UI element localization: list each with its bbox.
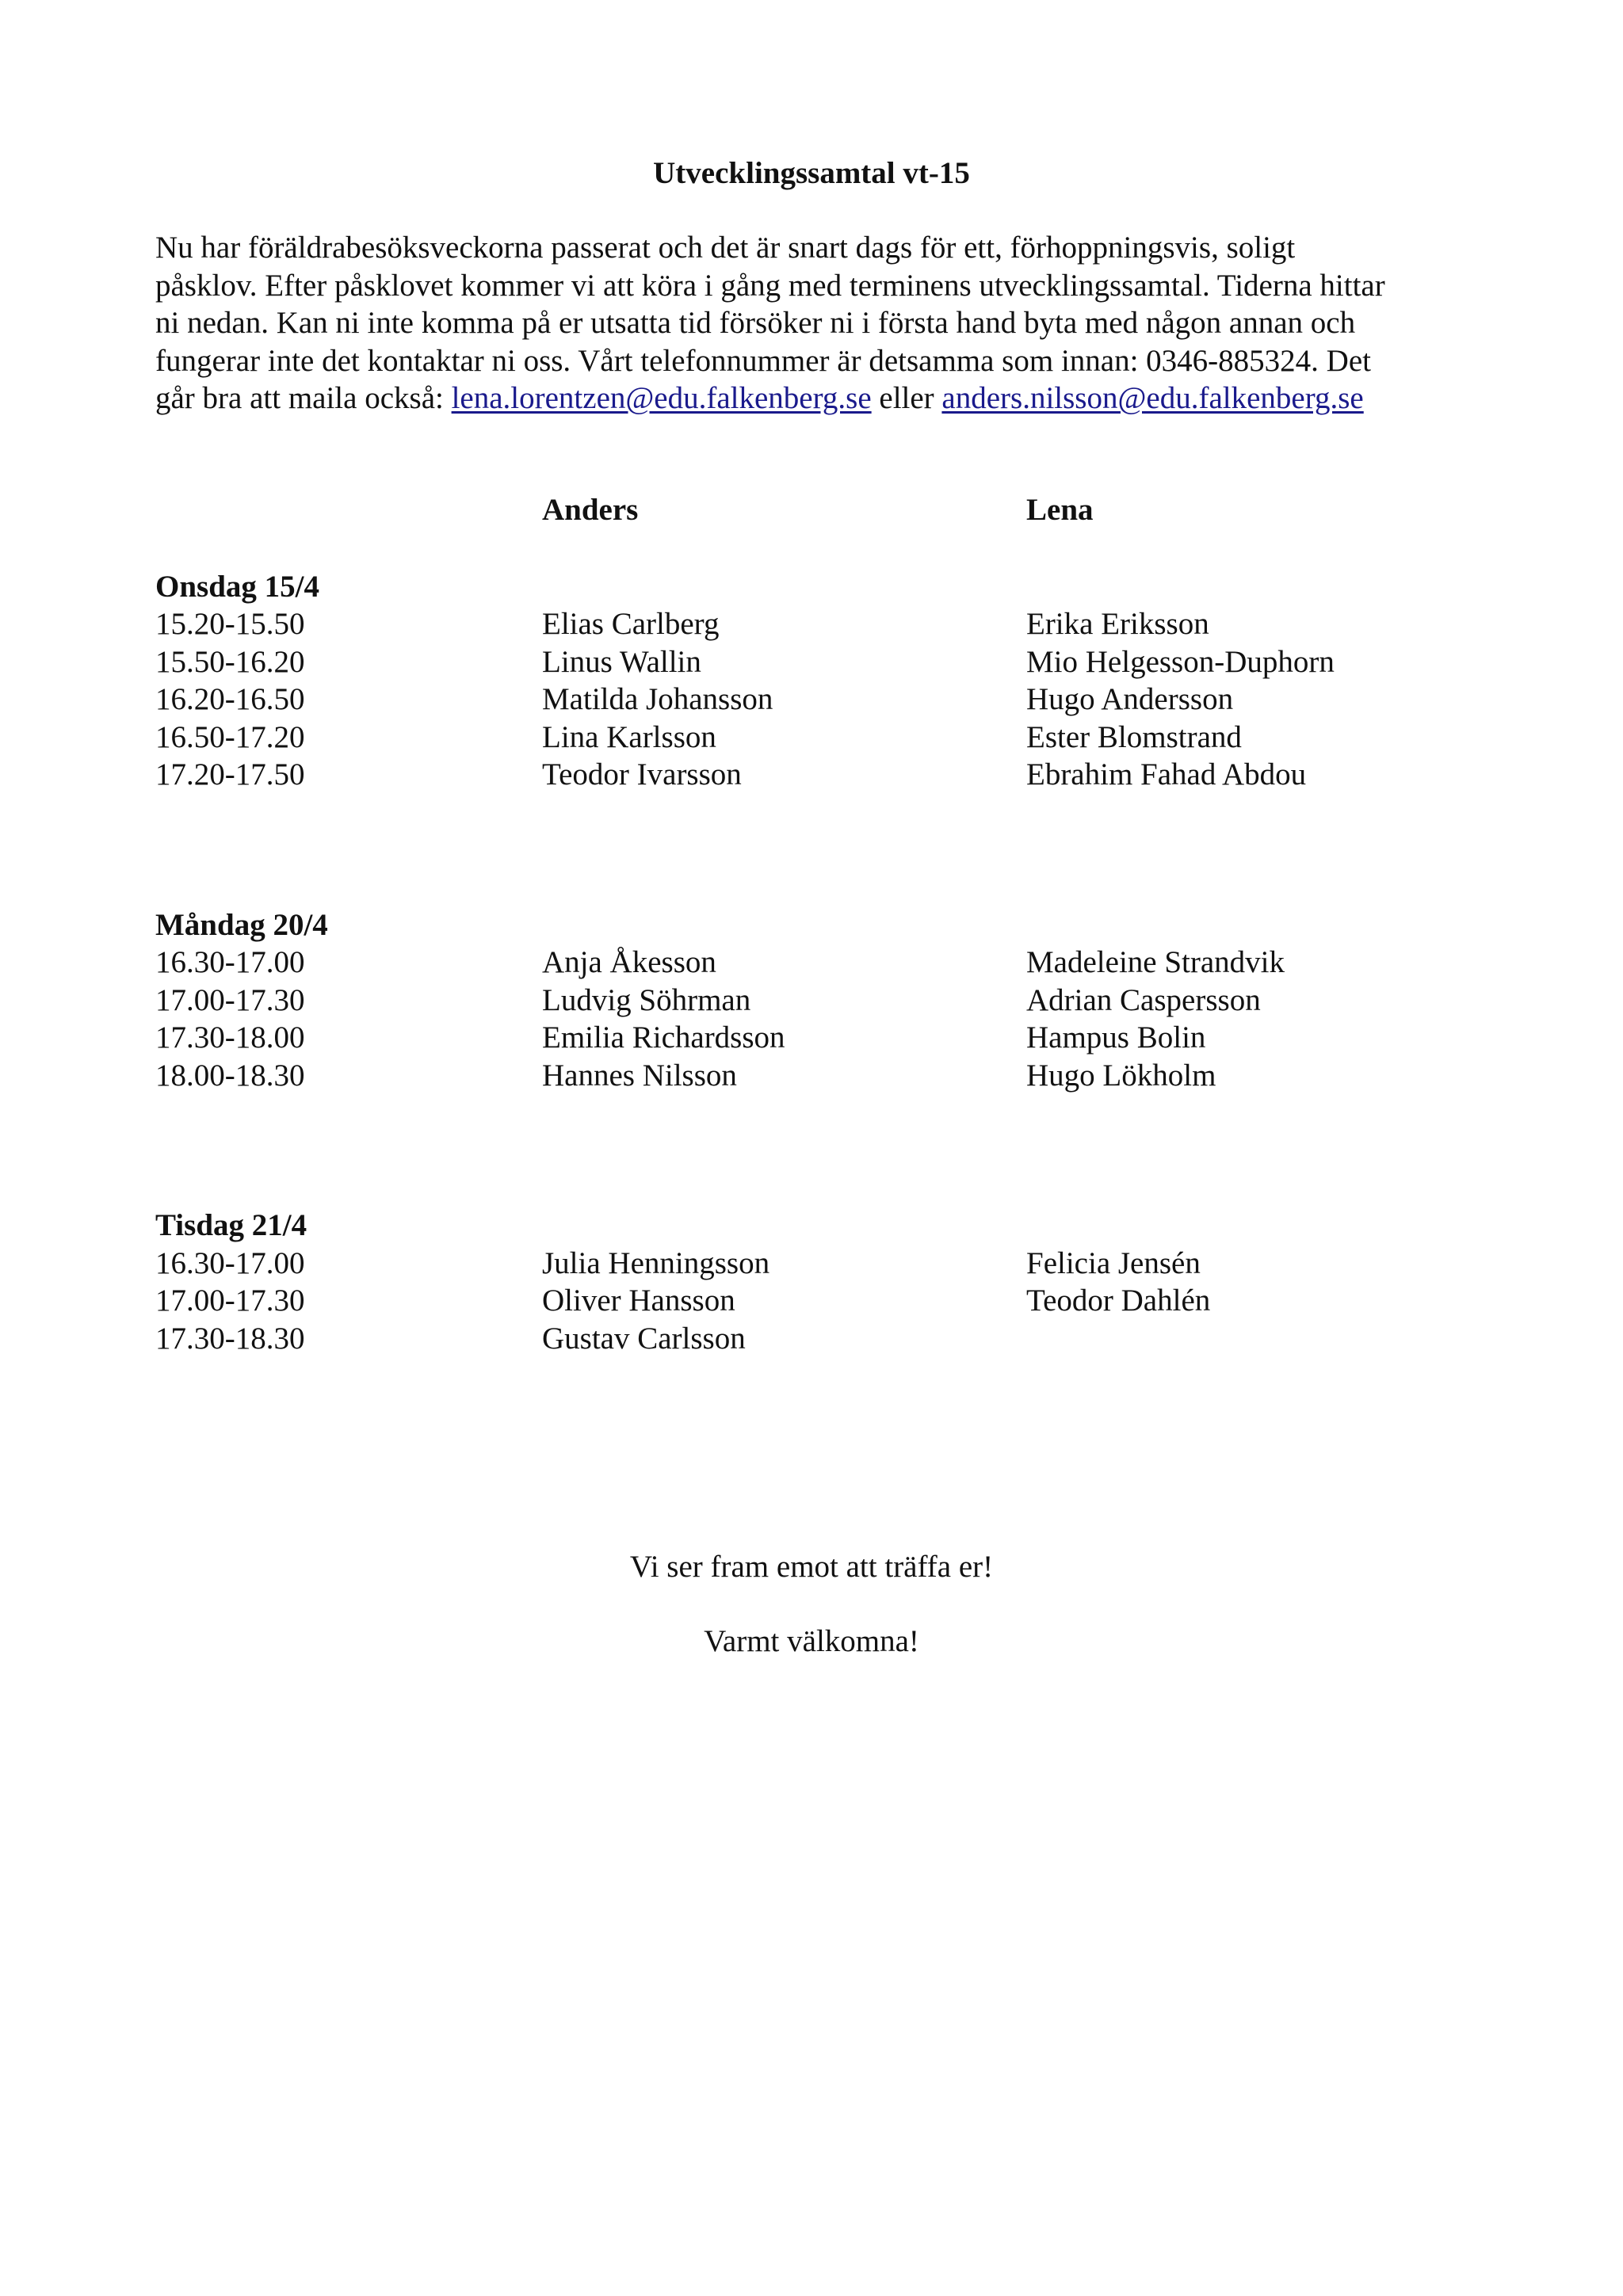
time-cell: 16.30-17.00: [155, 1245, 305, 1280]
lena-cell: Ebrahim Fahad Abdou: [1026, 757, 1307, 791]
column-header-row: [155, 491, 1487, 529]
anders-cell: Emilia Richardsson: [542, 1020, 785, 1055]
anders-cell: Gustav Carlsson: [542, 1321, 746, 1356]
time-cell: 18.00-18.30: [155, 1058, 305, 1093]
table-row: [155, 1320, 1487, 1358]
intro-line-2: påsklov. Efter påsklovet kommer vi att köra i gång med terminens utvecklingssamtal. Tiderna hittar: [155, 268, 1385, 303]
document-title: Utvecklingssamtal vt-15: [653, 156, 970, 190]
table-row: [155, 681, 1487, 719]
intro-line-5-mid: eller: [871, 381, 942, 415]
time-cell: 17.30-18.00: [155, 1020, 305, 1055]
anders-cell: Oliver Hansson: [542, 1283, 735, 1318]
day-heading: Onsdag 15/4: [155, 569, 319, 604]
time-cell: 17.20-17.50: [155, 757, 305, 791]
anders-cell: Matilda Johansson: [542, 682, 773, 716]
lena-cell: Hugo Lökholm: [1026, 1058, 1216, 1093]
lena-cell: Erika Eriksson: [1026, 607, 1209, 641]
lena-cell: Teodor Dahlén: [1026, 1283, 1211, 1318]
time-cell: 17.00-17.30: [155, 982, 305, 1017]
table-row: [155, 982, 1487, 1020]
anders-cell: Anja Åkesson: [542, 945, 716, 979]
table-row: [155, 944, 1487, 982]
anders-cell: Elias Carlberg: [542, 607, 720, 641]
intro-line-4: fungerar inte det kontaktar ni oss. Vårt telefonnummer är detsamma som innan: 0346-885324. Det: [155, 343, 1371, 378]
time-cell: 16.20-16.50: [155, 682, 305, 716]
closing-line-1: Vi ser fram emot att träffa er!: [629, 1550, 994, 1584]
anders-cell: Lina Karlsson: [542, 719, 716, 754]
table-row: [155, 756, 1487, 794]
email-link-lena[interactable]: lena.lorentzen@edu.falkenberg.se: [451, 381, 872, 415]
lena-cell: Mio Helgesson-Duphorn: [1026, 644, 1335, 679]
lena-cell: Hampus Bolin: [1026, 1020, 1206, 1055]
lena-cell: Adrian Caspersson: [1026, 982, 1261, 1017]
intro-line-5: [155, 379, 1487, 418]
email-link-anders[interactable]: anders.nilsson@edu.falkenberg.se: [941, 381, 1364, 415]
table-row: [155, 719, 1487, 757]
schedule-table: [155, 491, 1487, 1357]
table-row: [155, 605, 1487, 643]
time-cell: 15.50-16.20: [155, 644, 305, 679]
column-header-lena: Lena: [1026, 493, 1094, 527]
table-row: [155, 1245, 1487, 1283]
lena-cell: Hugo Andersson: [1026, 682, 1234, 716]
time-cell: 17.00-17.30: [155, 1283, 305, 1318]
day-heading: Tisdag 21/4: [155, 1208, 307, 1242]
lena-cell: Felicia Jensén: [1026, 1245, 1201, 1280]
day-heading: Måndag 20/4: [155, 907, 328, 942]
table-row: [155, 1019, 1487, 1057]
time-cell: 16.50-17.20: [155, 719, 305, 754]
intro-line-1: Nu har föräldrabesöksveckorna passerat och det är snart dags för ett, förhoppningsvis, soligt: [155, 231, 1296, 265]
time-cell: 16.30-17.00: [155, 945, 305, 979]
intro-paragraph: [155, 229, 1487, 418]
lena-cell: Ester Blomstrand: [1026, 719, 1242, 754]
intro-line-3: ni nedan. Kan ni inte komma på er utsatta tid försöker ni i första hand byta med någon annan och: [155, 306, 1356, 340]
time-cell: 17.30-18.30: [155, 1321, 305, 1356]
anders-cell: Julia Henningsson: [542, 1245, 770, 1280]
time-cell: 15.20-15.50: [155, 607, 305, 641]
closing-line-2: Varmt välkomna!: [704, 1624, 919, 1658]
anders-cell: Linus Wallin: [542, 644, 701, 679]
table-row: [155, 1282, 1487, 1320]
table-row: [155, 1057, 1487, 1095]
lena-cell: Madeleine Strandvik: [1026, 945, 1285, 979]
anders-cell: Ludvig Söhrman: [542, 982, 751, 1017]
column-header-anders: Anders: [542, 493, 639, 527]
intro-line-5-prefix: går bra att maila också:: [155, 381, 452, 415]
table-row: [155, 643, 1487, 681]
anders-cell: Hannes Nilsson: [542, 1058, 737, 1093]
anders-cell: Teodor Ivarsson: [542, 757, 742, 791]
